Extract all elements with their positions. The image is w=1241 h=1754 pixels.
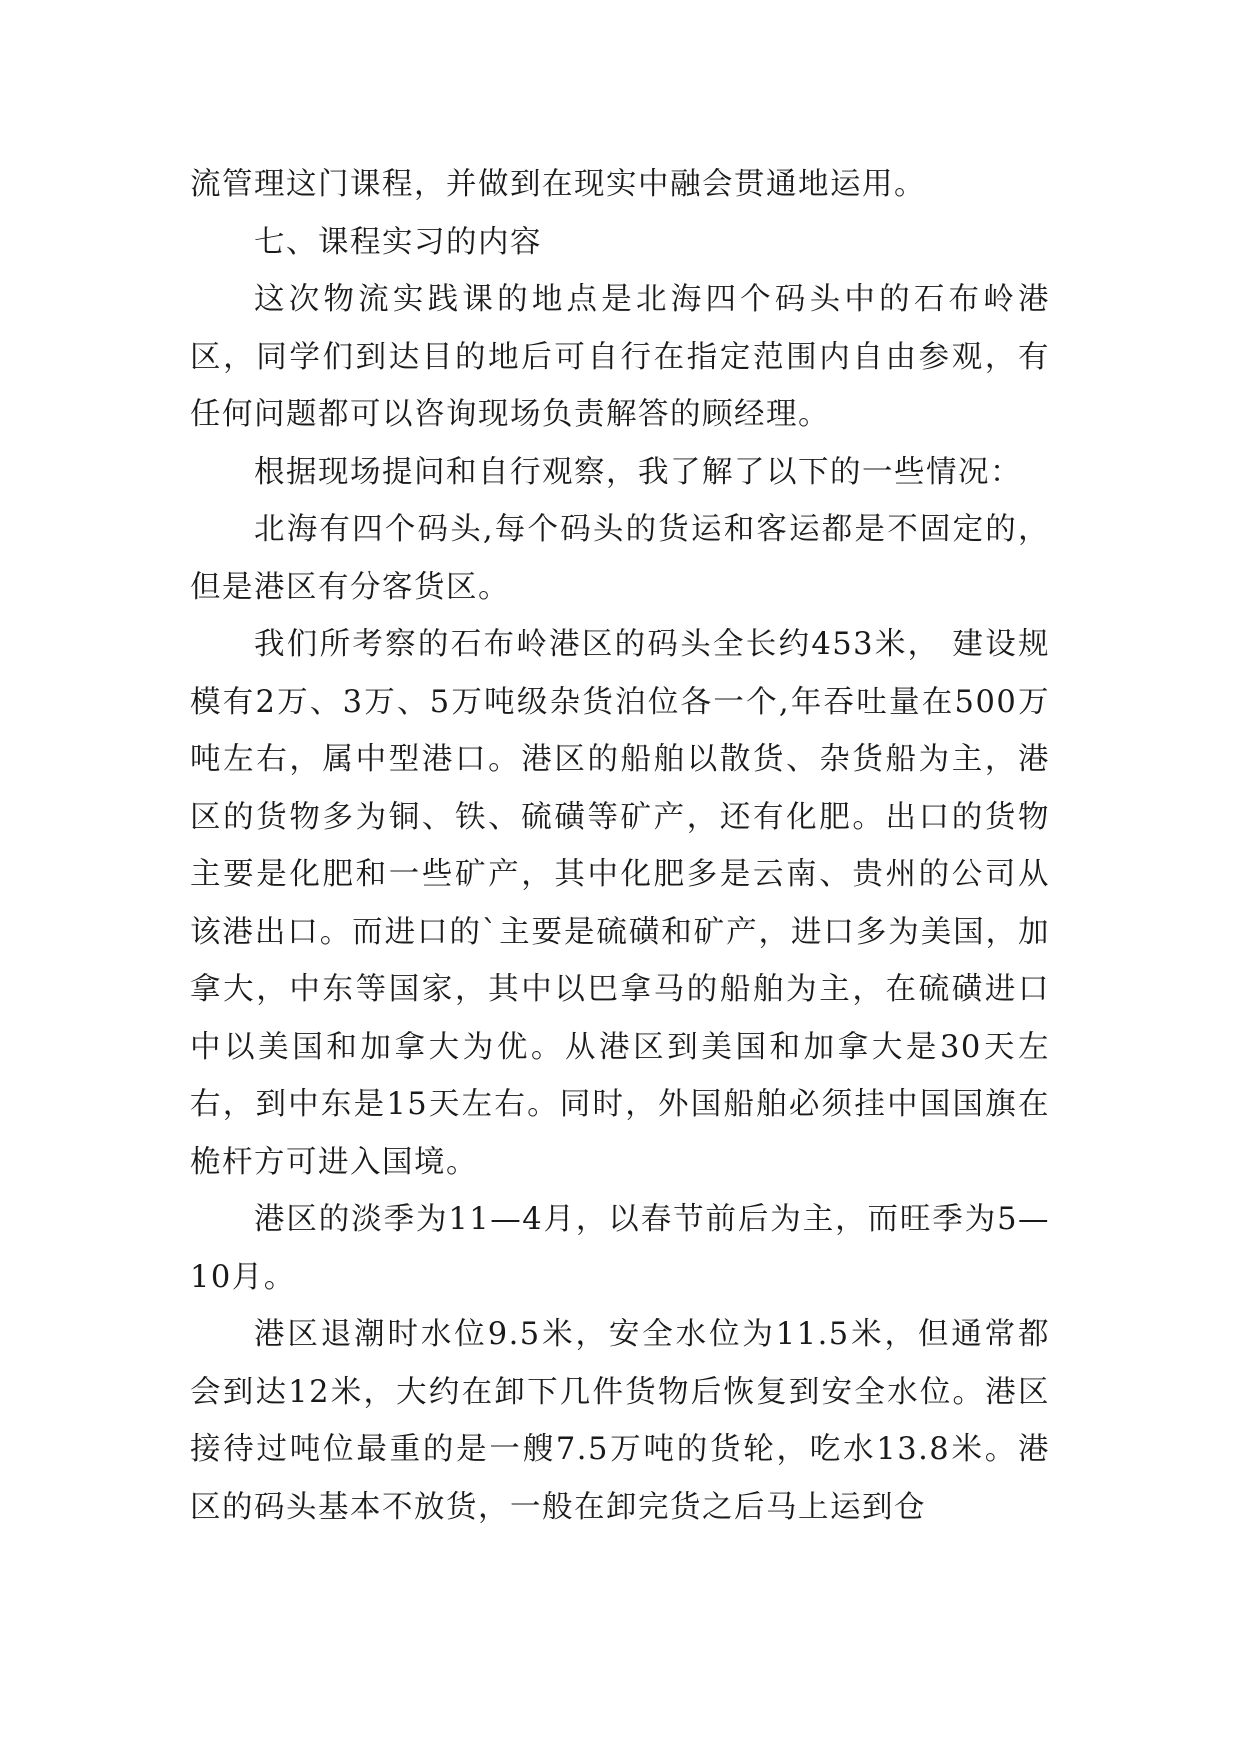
document-body [190, 156, 1050, 1536]
paragraph-continuation-top: 流管理这门课程，并做到在现实中融会贯通地运用。 [190, 167, 926, 202]
paragraph-water-levels: 港区退潮时水位9.5米，安全水位为11.5米，但通常都会到达12米，大约在卸下几件货物后恢复到安全水位。港区接待过吨位最重的是一艘7.5万吨的货轮，吃水13.8米。港区的码头基本不放货，一般在卸完货之后马上运到仓 [190, 1317, 1050, 1525]
paragraph-location: 这次物流实践课的地点是北海四个码头中的石布岭港区，同学们到达目的地后可自行在指定范围内自由参观，有任何问题都可以咨询现场负责解答的顾经理。 [190, 282, 1050, 432]
paragraph-intro-findings: 根据现场提问和自行观察，我了解了以下的一些情况： [254, 454, 1022, 490]
section-heading: 七、课程实习的内容 [254, 224, 542, 260]
paragraph-seasons: 港区的淡季为11—4月，以春节前后为主，而旺季为5—10月。 [190, 1202, 1050, 1295]
paragraph-docks: 北海有四个码头,每个码头的货运和客运都是不固定的，但是港区有分客货区。 [190, 512, 1050, 605]
paragraph-port-details: 我们所考察的石布岭港区的码头全长约453米， 建设规模有2万、3万、5万吨级杂货泊位各一个,年吞吐量在500万吨左右，属中型港口。港区的船舶以散货、杂货船为主，港区的货物多为铜、铁、硫磺等矿产，还有化肥。出口的货物主要是化肥和一些矿产，其中化肥多是云南、贵州的公司从该港出口。而进口的`主要是硫磺和矿产，进口多为美国，加拿大，中东等国家，其中以巴拿马的船舶为主，在硫磺进口中以美国和加拿大为优。从港区到美国和加拿大是30天左右，到中东是15天左右。同时，外国船舶必须挂中国国旗在桅杆方可进入国境。 [190, 627, 1050, 1180]
